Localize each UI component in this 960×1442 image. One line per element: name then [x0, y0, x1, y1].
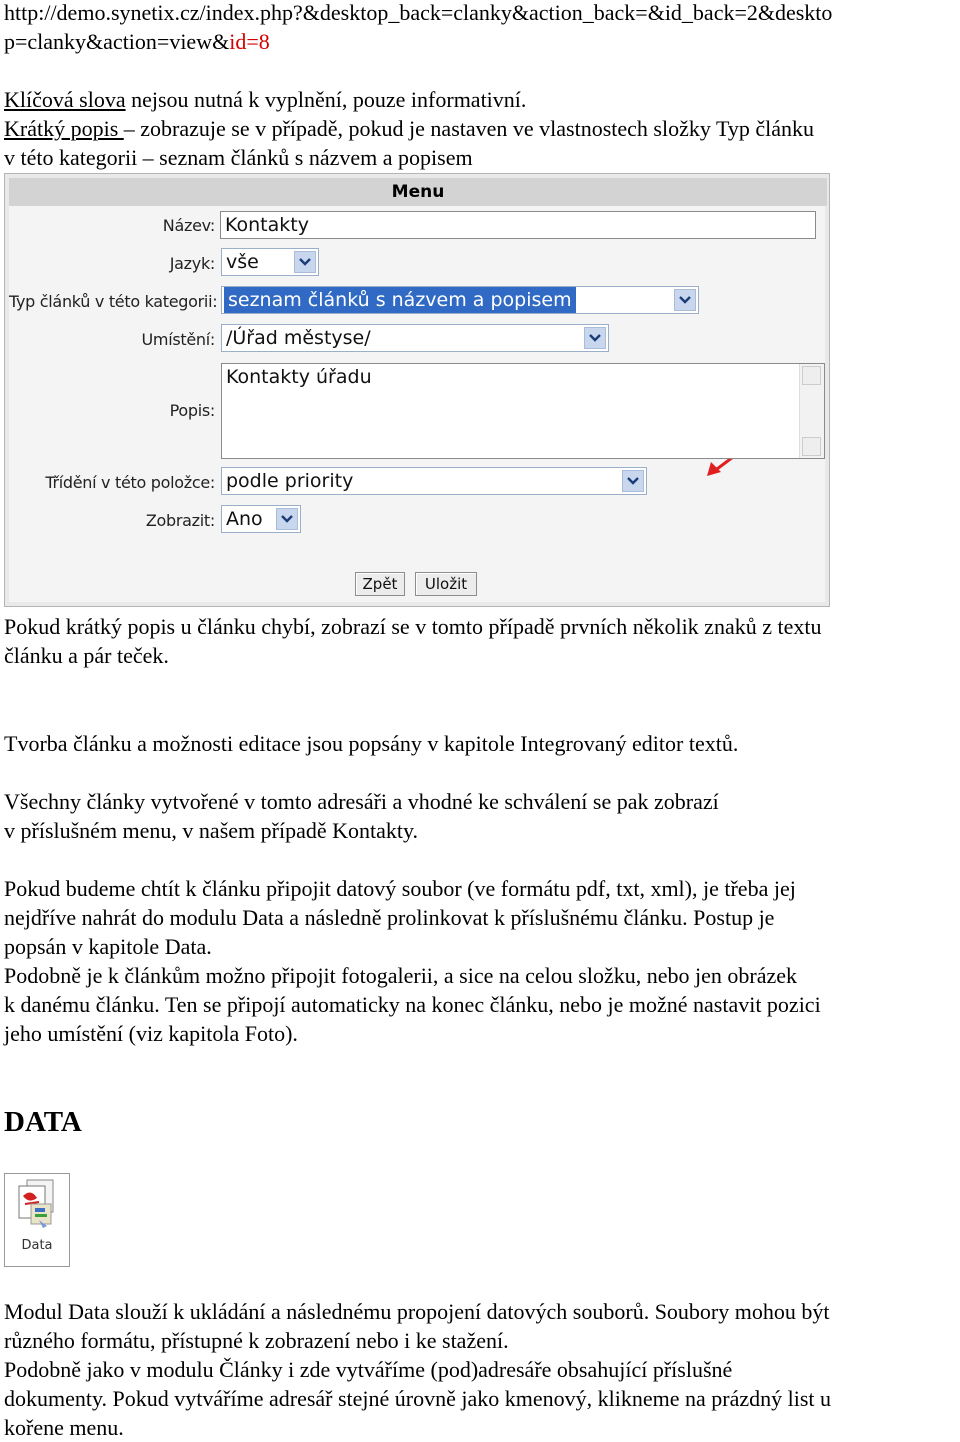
description-label: Popis:: [169, 401, 215, 420]
approval-paragraph-line2: v příslušném menu, v našem případě Kontakty.: [4, 818, 419, 843]
missing-desc-paragraph: Pokud krátký popis u článku chybí, zobrazí se v tomto případě prvních několik znaků z textu: [4, 614, 822, 639]
chevron-down-icon[interactable]: [584, 327, 606, 349]
url-id-highlight: id=8: [229, 29, 270, 54]
location-label: Umístění:: [141, 330, 215, 349]
keywords-link[interactable]: Klíčová slova: [4, 87, 126, 112]
attach-file-paragraph-line3: popsán v kapitole Data.: [4, 934, 212, 959]
gallery-paragraph: Podobně je k článkům možno připojit fotogalerii, a sice na celou složku, nebo jen obrázek: [4, 963, 797, 988]
scroll-up-icon[interactable]: [802, 366, 821, 385]
location-select[interactable]: /Úřad městyse/: [221, 324, 609, 352]
chevron-down-icon[interactable]: [622, 470, 644, 492]
back-button[interactable]: Zpět: [355, 572, 405, 596]
language-select[interactable]: vše: [221, 248, 319, 276]
menu-form-screenshot: [4, 173, 830, 607]
menu-form-title: Menu: [9, 178, 827, 206]
article-type-label: Typ článků v této kategorii:: [9, 292, 218, 311]
attach-file-paragraph-line2: nejdříve nahrát do modulu Data a následně prolinkovat k příslušnému článku. Postup je: [4, 905, 775, 930]
keywords-paragraph: Klíčová slova nejsou nutná k vyplnění, pouze informativní.: [4, 87, 527, 112]
description-textarea[interactable]: Kontakty úřadu: [221, 363, 825, 459]
subfolder-paragraph: Podobně jako v modulu Články i zde vytváříme (pod)adresáře obsahující příslušné: [4, 1357, 733, 1382]
missing-desc-paragraph-line2: článku a pár teček.: [4, 643, 169, 668]
language-label: Jazyk:: [169, 254, 215, 273]
sort-select[interactable]: podle priority: [221, 467, 647, 495]
chevron-down-icon[interactable]: [674, 289, 696, 311]
approval-paragraph: Všechny články vytvořené v tomto adresáři a vhodné ke schválení se pak zobrazí: [4, 789, 719, 814]
show-select[interactable]: Ano: [221, 505, 301, 533]
name-label: Název:: [162, 216, 215, 235]
attach-file-paragraph: Pokud budeme chtít k článku připojit datový soubor (ve formátu pdf, txt, xml), je třeba jej: [4, 876, 796, 901]
subfolder-paragraph-line2: dokumenty. Pokud vytváříme adresář stejné úrovně jako kmenový, klikneme na prázdný list u: [4, 1386, 832, 1411]
gallery-paragraph-line3: jeho umístění (viz kapitola Foto).: [4, 1021, 298, 1046]
data-icon-caption: Data: [21, 1238, 53, 1253]
save-button[interactable]: Uložit: [415, 572, 477, 596]
data-heading: DATA: [4, 1106, 82, 1138]
chevron-down-icon[interactable]: [276, 508, 298, 530]
data-module-icon: [4, 1173, 70, 1267]
editor-paragraph: Tvorba článku a možnosti editace jsou popsány v kapitole Integrovaný editor textů.: [4, 731, 739, 756]
document-stack-icon: [5, 1174, 69, 1236]
chevron-down-icon[interactable]: [294, 251, 316, 273]
gallery-paragraph-line2: k danému článku. Ten se připojí automaticky na konec článku, nebo je možné nastavit pozici: [4, 992, 821, 1017]
data-module-paragraph: Modul Data slouží k ukládání a následnému propojení datových souborů. Soubory mohou být: [4, 1299, 830, 1324]
name-input[interactable]: Kontakty: [220, 211, 816, 239]
short-desc-paragraph: Krátký popis – zobrazuje se v případě, pokud je nastaven ve vlastnostech složky Typ článku: [4, 116, 815, 141]
subfolder-paragraph-line3: kořene menu.: [4, 1415, 124, 1440]
description-scrollbar[interactable]: [799, 364, 824, 458]
show-label: Zobrazit:: [145, 511, 215, 530]
url-line-1: http://demo.synetix.cz/index.php?&desktop_back=clanky&action_back=&id_back=2&deskto: [4, 0, 833, 25]
url-line-2: p=clanky&action=view&id=8: [4, 29, 270, 54]
short-desc-paragraph-line2: v této kategorii – seznam článků s názvem a popisem: [4, 145, 473, 170]
short-desc-link[interactable]: Krátký popis: [4, 116, 124, 141]
sort-label: Třídění v této položce:: [45, 473, 215, 492]
scroll-down-icon[interactable]: [802, 437, 821, 456]
article-type-select[interactable]: seznam článků s názvem a popisem: [221, 286, 699, 314]
data-module-paragraph-line2: různého formátu, přístupné k zobrazení nebo i ke stažení.: [4, 1328, 509, 1353]
